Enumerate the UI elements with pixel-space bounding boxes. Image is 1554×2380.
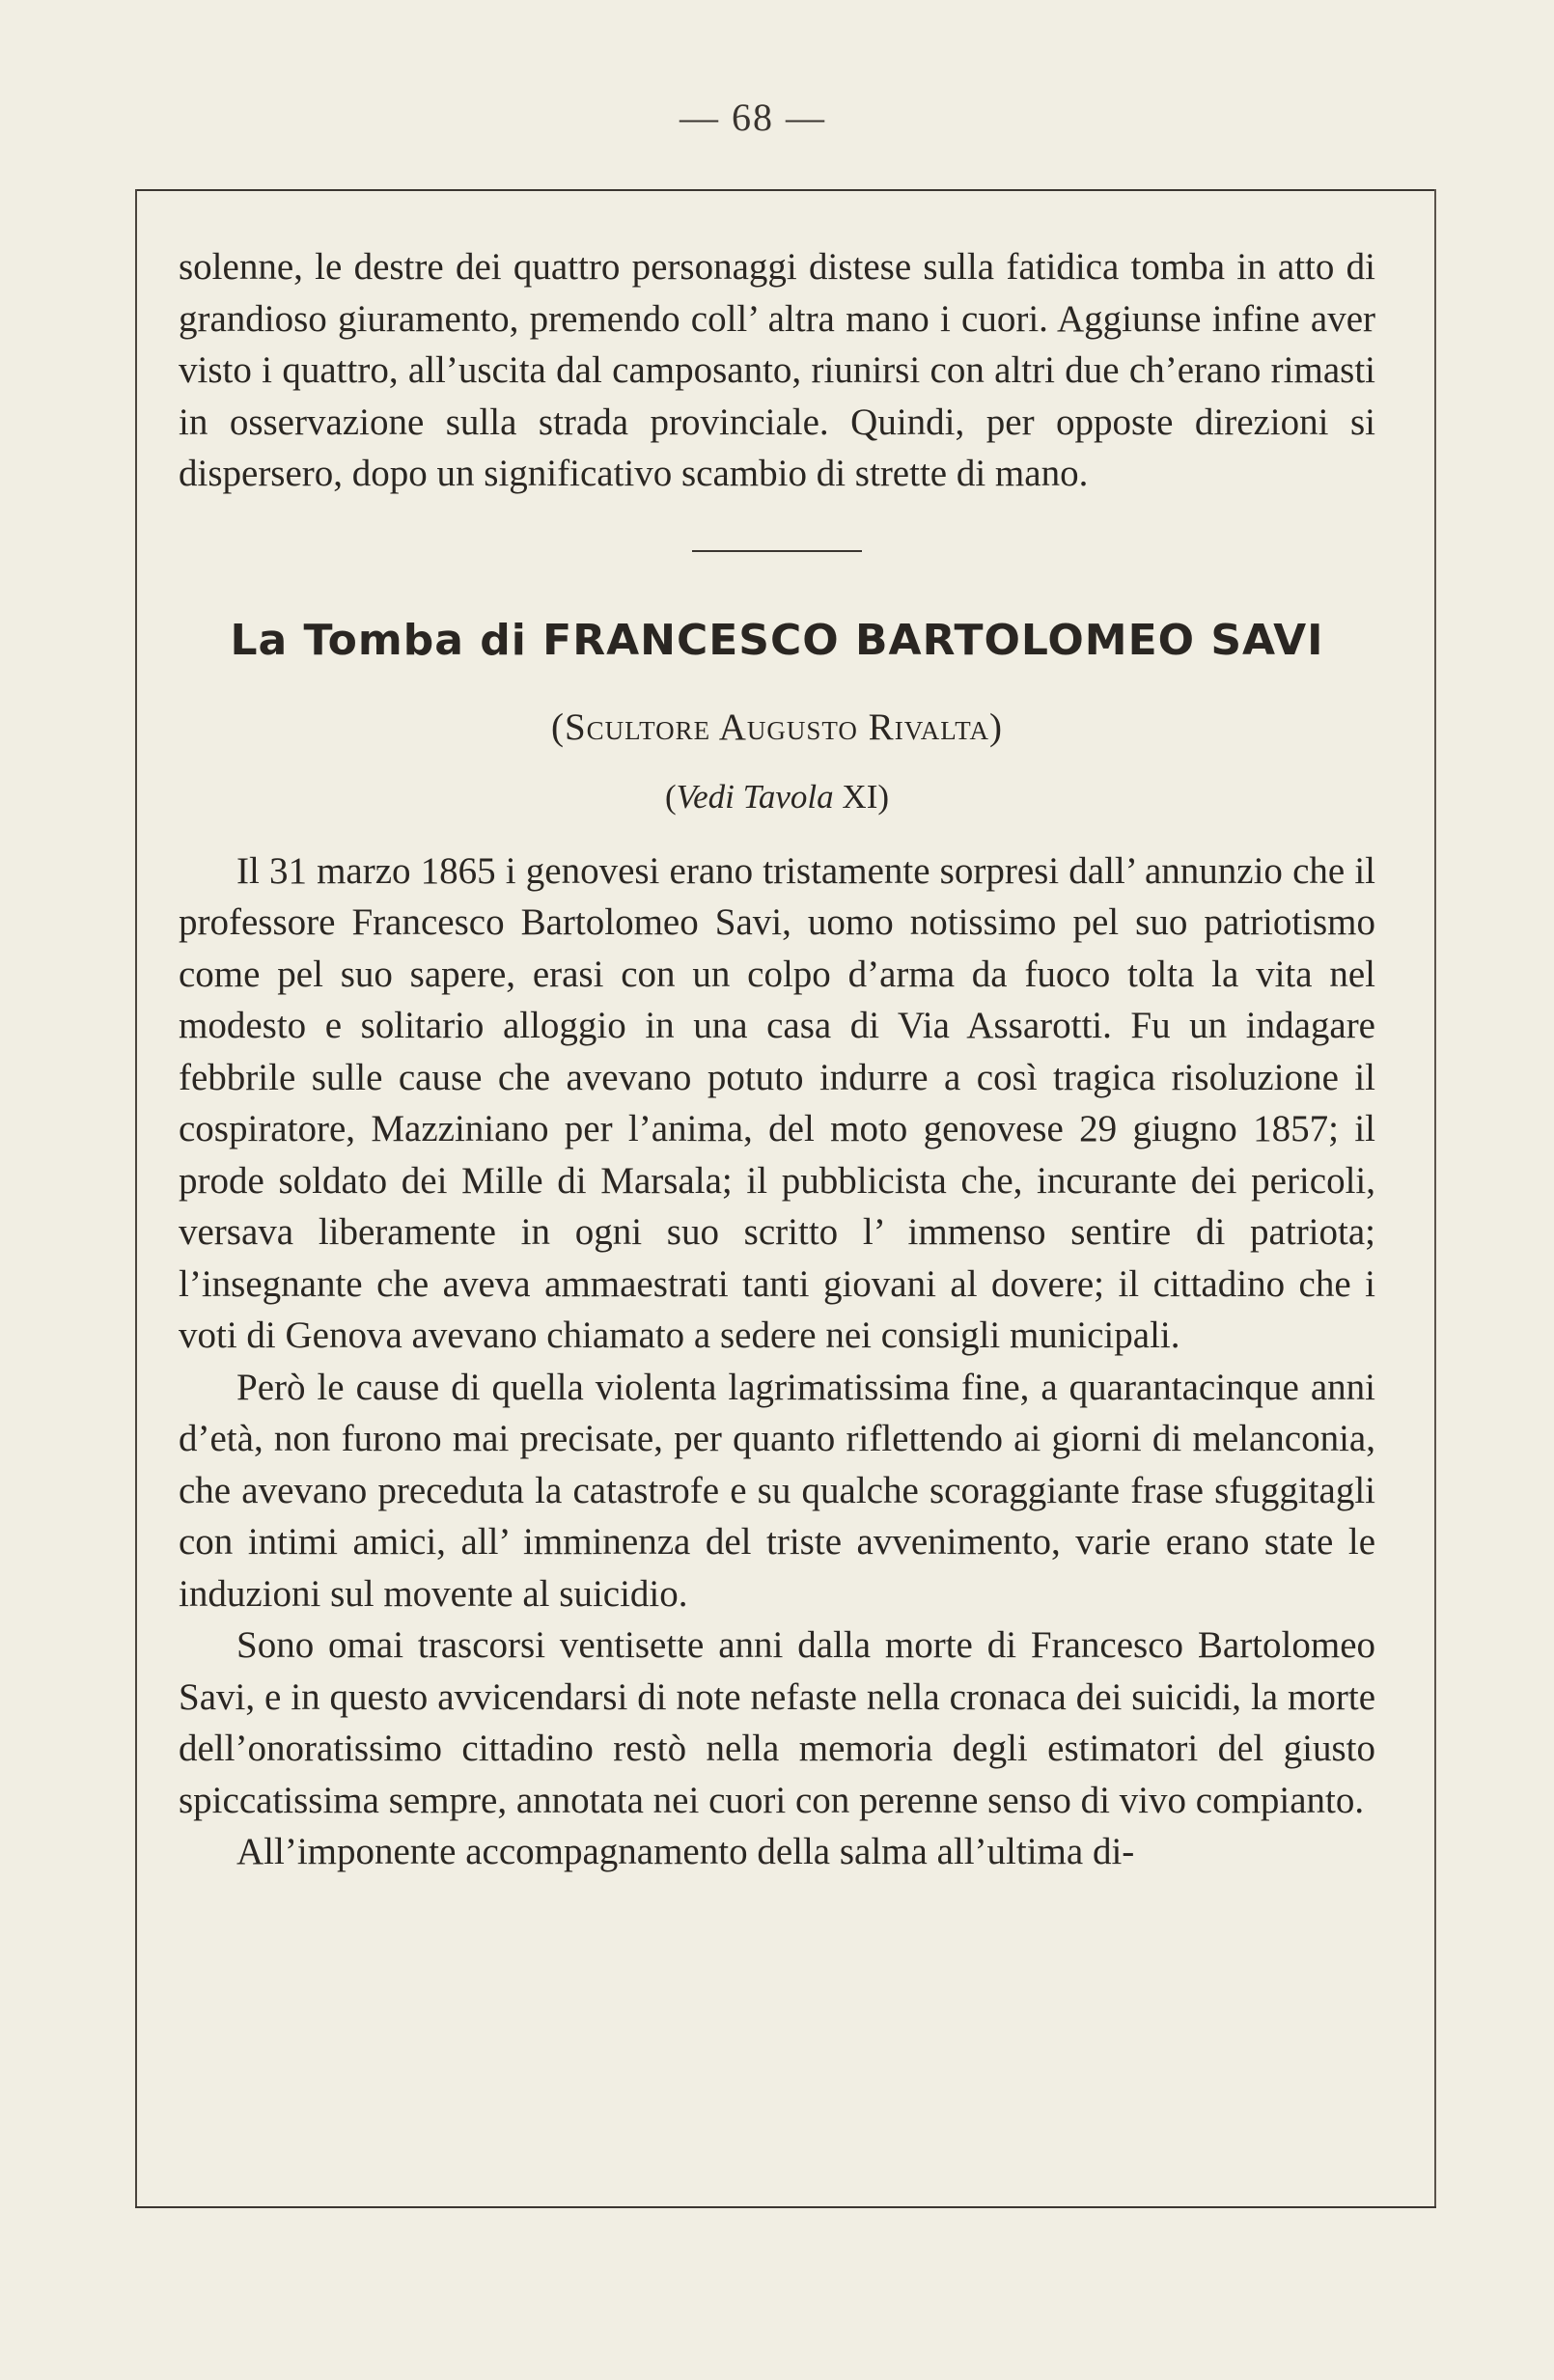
page-number: — 68 — [680,96,826,139]
frame-left-rule [135,189,137,2208]
plate-reference [179,772,1375,822]
section-title: La Tomba di FRANCESCO BARTOLOMEO SAVI [230,615,1324,665]
paragraph-4: All’imponente accompagnamento della salma all’ultima di- [236,1831,1135,1872]
plate-ref-italic: Vedi Tavola [676,777,834,816]
plate-ref-suffix: XI) [833,777,890,816]
frame-top-rule [135,189,1436,191]
section-subtitle: (Scultore Augusto Rivalta) [550,706,1004,748]
frame-right-rule [1434,189,1436,2208]
page-body [179,241,1375,1878]
frame-bottom-rule [135,2206,1436,2208]
plate-ref-prefix: ( [664,777,677,816]
paragraph-1: Il 31 marzo 1865 i genovesi erano tristamente sorpresi dall’ annunzio che il professore Francesco Bartolomeo Savi, uomo notissimo pel suo patriotismo come pel suo sapere, erasi con un colpo d’arma da fuoco tolta la vita nel modesto e solitario alloggio in una casa di Via Assarotti. Fu un indagare febbrile sulle cause che avevano potuto indurre a così tragica risoluzione il cospiratore, Mazziniano per l’anima, del moto genovese 29 giugno 1857; il prode soldato dei Mille di Marsala; il pubblicista che, incurante dei pericoli, versava liberamente in ogni suo scritto l’ immenso sentire di patriota; l’insegnante che aveva ammaestrati tanti giovani al dovere; il cittadino che i voti di Genova avevano chiamato a sedere nei consigli municipali. [179,849,1375,1356]
paragraph-2: Però le cause di quella violenta lagrimatissima fine, a quarantacinque anni d’età, non furono mai precisate, per quanto riflettendo ai giorni di melanconia, che avevano preceduta la catastrofe e su qualche scoraggiante frase sfuggitagli con intimi amici, all’ imminenza del triste avvenimento, varie erano state le induzioni sul movente al suicidio. [179,1366,1375,1615]
paragraph-3: Sono omai trascorsi ventisette anni dalla morte di Francesco Bartolomeo Savi, e in questo avvicendarsi di note nefaste nella cronaca dei suicidi, la morte dell’onoratissimo cittadino restò nella memoria degli estimatori del giusto spiccatissima sempre, annotata nei cuori con perenne senso di vivo compianto. [179,1624,1375,1821]
opening-paragraph: solenne, le destre dei quattro personaggi distese sulla fatidica tomba in atto di grandioso giuramento, premendo coll’ altra mano i cuori. Aggiunse infine aver visto i quattro, all’uscita dal camposanto, riunirsi con altri due ch’erano rimasti in osservazione sulla strada provinciale. Quindi, per opposte direzioni si dispersero, dopo un significativo scambio di strette di mano. [179,246,1375,494]
section-separator [692,550,862,552]
